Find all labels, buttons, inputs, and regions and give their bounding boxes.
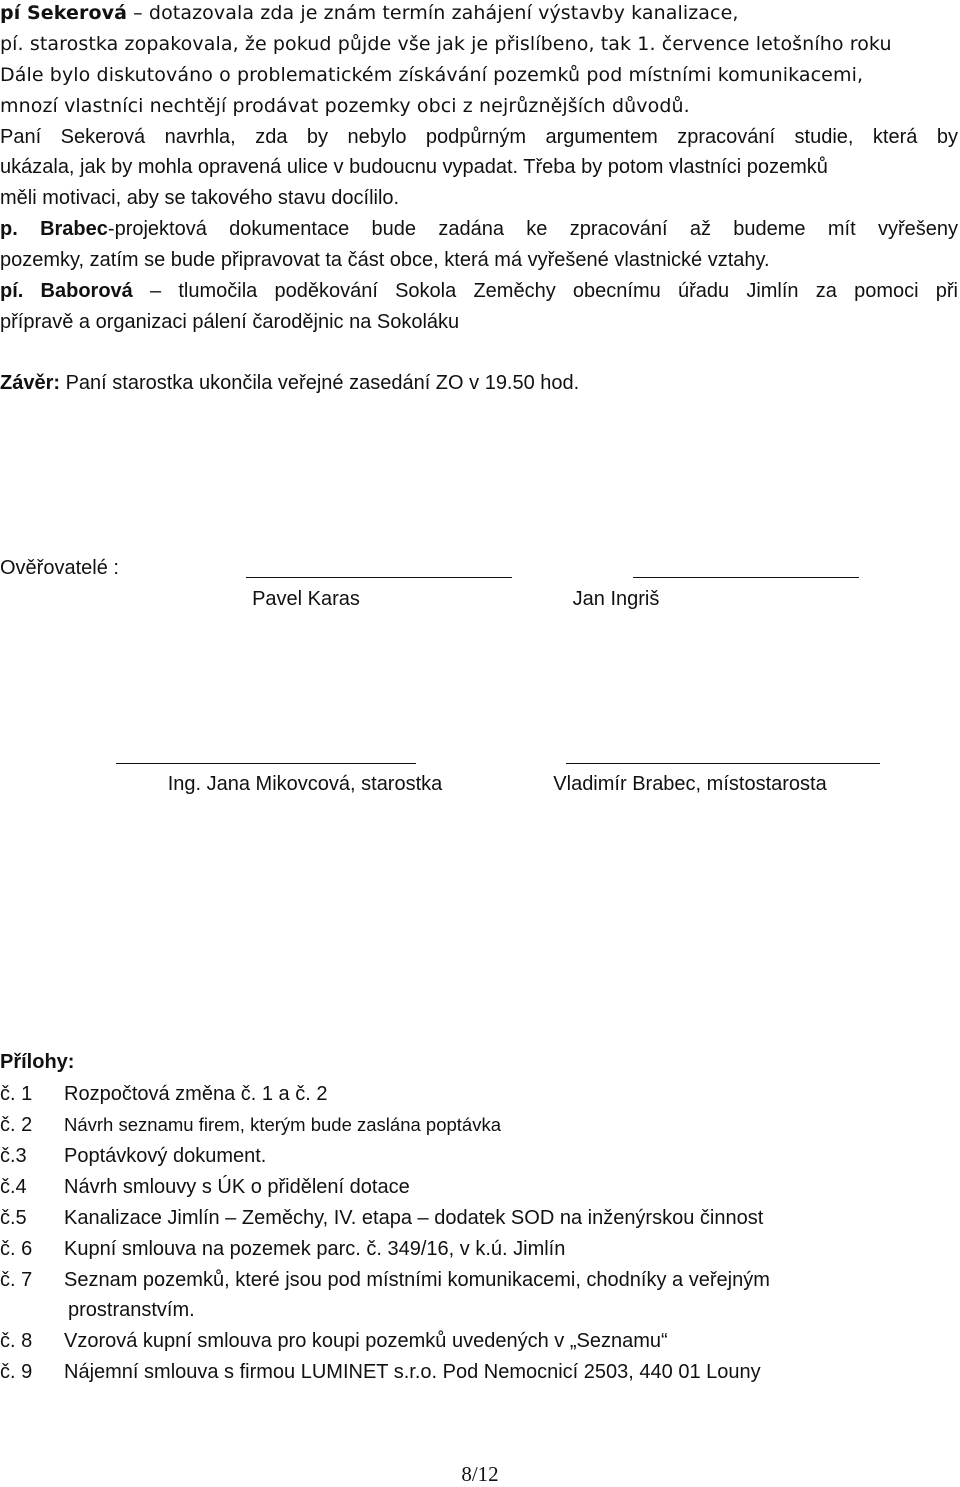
paragraph-line: pozemky, zatím se bude připravovat ta část obce, která má vyřešené vlastnické vztahy. <box>0 249 770 271</box>
signature-line <box>566 763 880 764</box>
paragraph-line: mnozí vlastníci nechtějí prodávat pozemky obci z nejrůznějších důvodů. <box>0 95 690 117</box>
verifier-name-2: Jan Ingriš <box>572 588 660 610</box>
attachment-item: č. 9 Nájemní smlouva s firmou LUMINET s.r.o. Pod Nemocnicí 2503, 440 01 Louny <box>0 1361 761 1383</box>
attachment-item: č. 6 Kupní smlouva na pozemek parc. č. 349/16, v k.ú. Jimlín <box>0 1238 566 1260</box>
speaker-name: p. Brabec <box>0 218 108 240</box>
attachment-item: č. 7 Seznam pozemků, které jsou pod místními komunikacemi, chodníky a veřejným <box>0 1269 770 1291</box>
conclusion: Závěr: Paní starostka ukončila veřejné zasedání ZO v 19.50 hod. <box>0 372 580 394</box>
conclusion-label: Závěr: <box>0 372 61 394</box>
paragraph-line: p. Brabec-projektová dokumentace bude zadána ke zpracování až budeme mít vyřešeny <box>0 218 958 240</box>
attachment-item: č. 1 Rozpočtová změna č. 1 a č. 2 <box>0 1083 328 1105</box>
signature-line <box>116 763 416 764</box>
attachment-item: č.4 Návrh smlouvy s ÚK o přidělení dotace <box>0 1176 410 1198</box>
signature-line <box>246 577 512 578</box>
paragraph-line: pí. Baborová – tlumočila poděkování Sokola Zeměchy obecnímu úřadu Jimlín za pomoci při <box>0 280 958 302</box>
paragraph-line: přípravě a organizaci pálení čarodějnic na Sokoláku <box>0 311 460 333</box>
deputy-mayor-name: Vladimír Brabec, místostarosta <box>553 773 827 795</box>
paragraph-line: měli motivaci, aby se takového stavu docílilo. <box>0 187 400 209</box>
paragraph-line: Dále bylo diskutováno o problematickém získávání pozemků pod místními komunikacemi, <box>0 64 864 86</box>
verifier-name-1: Pavel Karas <box>252 588 360 610</box>
speaker-name: pí. Baborová <box>0 280 133 302</box>
verifiers-label: Ověřovatelé : <box>0 557 119 579</box>
paragraph-line: pí. starostka zopakovala, že pokud půjde vše jak je přislíbeno, tak 1. července letošního roku <box>0 33 892 55</box>
attachment-item: č. 8 Vzorová kupní smlouva pro koupi pozemků uvedených v „Seznamu“ <box>0 1330 668 1352</box>
attachment-item-continuation: prostranstvím. <box>68 1299 195 1321</box>
attachment-item: č.5 Kanalizace Jimlín – Zeměchy, IV. etapa – dodatek SOD na inženýrskou činnost <box>0 1207 764 1229</box>
paragraph-line: Paní Sekerová navrhla, zda by nebylo podpůrným argumentem zpracování studie, která by <box>0 126 958 148</box>
page-number: 8/12 <box>461 1462 499 1486</box>
attachment-item: č. 2 Návrh seznamu firem, kterým bude zaslána poptávka <box>0 1114 502 1136</box>
signature-line <box>633 577 859 578</box>
paragraph-line: ukázala, jak by mohla opravená ulice v budoucnu vypadat. Třeba by potom vlastníci pozemků <box>0 156 828 178</box>
attachment-item: č.3 Poptávkový dokument. <box>0 1145 267 1167</box>
paragraph-line: pí Sekerová – dotazovala zda je znám termín zahájení výstavby kanalizace, <box>0 2 739 24</box>
speaker-name: pí Sekerová <box>0 2 128 24</box>
mayor-name: Ing. Jana Mikovcová, starostka <box>167 773 443 795</box>
attachments-title: Přílohy: <box>0 1051 75 1073</box>
